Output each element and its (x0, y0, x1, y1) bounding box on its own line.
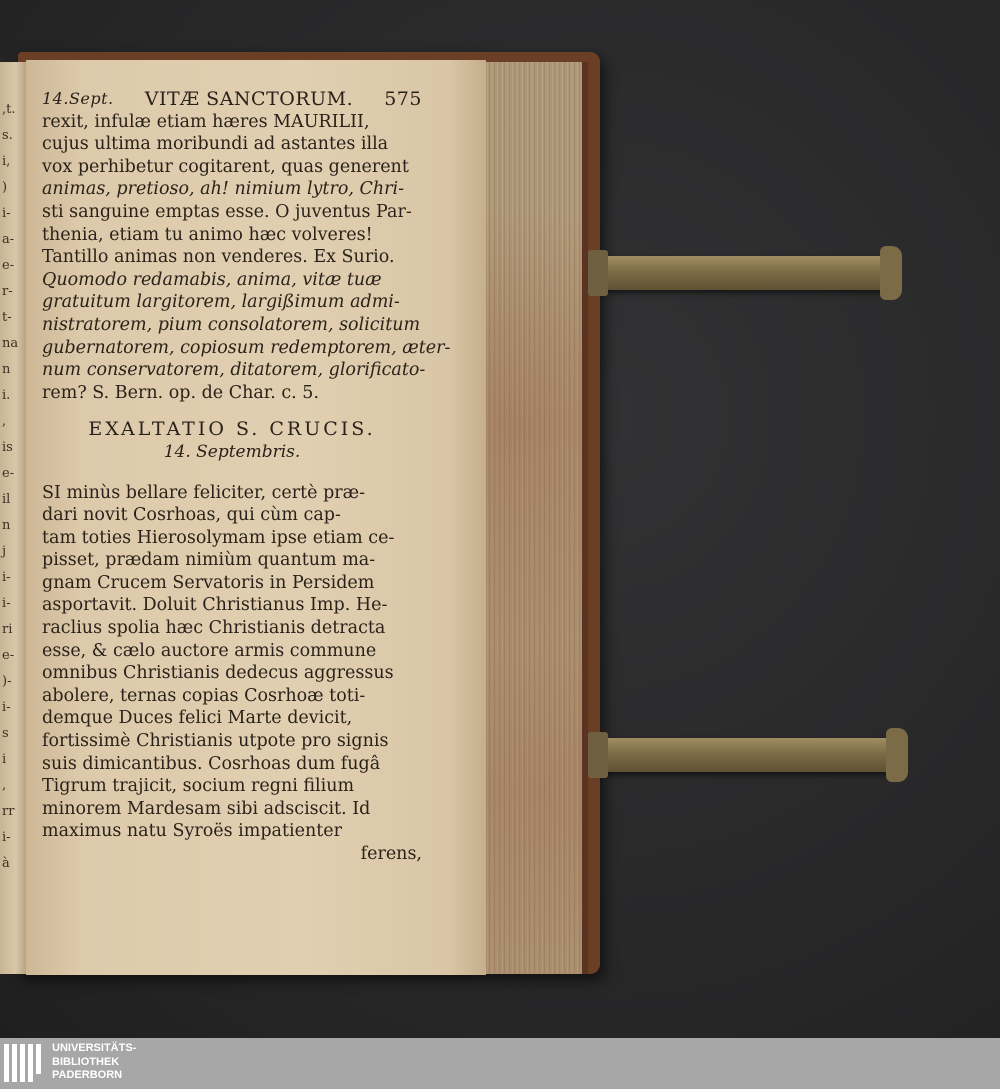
text-line: suis dimicantibus. Cosrhoas dum fugâ (42, 753, 381, 774)
text-line: asportavit. Doluit Christianus Imp. He- (42, 595, 388, 616)
sliver-fragment: is (2, 440, 13, 455)
text-line: SI minùs bellare feliciter, certè præ- (42, 482, 365, 503)
sliver-fragment: ) (2, 180, 8, 195)
sliver-fragment: a- (2, 232, 15, 247)
text-line: dari novit Cosrhoas, qui cùm cap- (42, 505, 341, 526)
body-paragraph (42, 482, 422, 866)
running-header (42, 88, 422, 111)
sliver-fragment: n (2, 518, 11, 533)
sliver-fragment: j (2, 544, 7, 559)
sliver-fragment: i (2, 752, 7, 767)
text-line: cujus ultima moribundi ad astantes illa (42, 134, 389, 155)
text-line: gubernatorem, copiosum redemptorem, æter- (42, 337, 451, 358)
text-line: sti sanguine emptas esse. O juventus Par- (42, 201, 412, 222)
text-line: maximus natu Syroës impatienter (42, 821, 342, 842)
sliver-fragment: i- (2, 570, 11, 585)
text-line: num conservatorem, ditatorem, glorificato- (42, 360, 426, 381)
text-line: Tigrum trajicit, socium regni filium (42, 776, 355, 797)
sliver-fragment: s. (2, 128, 13, 143)
text-line: esse, & cælo auctore armis commune (42, 640, 377, 661)
sliver-fragment: i- (2, 830, 11, 845)
footer-bar (0, 1038, 1000, 1089)
text-line: abolere, ternas copias Cosrhoæ toti- (42, 685, 366, 706)
logo-line: BIBLIOTHEK (52, 1055, 120, 1068)
header-date: 14.Sept. (42, 89, 114, 108)
sliver-fragment: na (2, 336, 19, 351)
sliver-fragment: , (2, 778, 7, 793)
sliver-fragment: ,t. (2, 102, 16, 117)
text-line: Quomodo redamabis, anima, vitæ tuæ (42, 269, 382, 290)
sliver-fragment: à (2, 856, 10, 871)
left-page-edge (0, 62, 27, 974)
text-line: fortissimè Christianis utpote pro signis (42, 731, 389, 752)
sliver-fragment: r- (2, 284, 13, 299)
text-line: gnam Crucem Servatoris in Persidem (42, 572, 375, 593)
text-line: animas, pretioso, ah! nimium lytro, Chri- (42, 179, 405, 200)
sliver-fragment: i. (2, 388, 11, 403)
sliver-fragment: )- (2, 674, 12, 689)
text-line: tam toties Hierosolymam ipse etiam ce- (42, 527, 395, 548)
sliver-fragment: e- (2, 466, 15, 481)
logo-line: UNIVERSITÄTS- (52, 1042, 137, 1054)
library-logo-text (52, 1042, 136, 1083)
logo-line: PADERBORN (52, 1069, 123, 1081)
catchword: ferens, (360, 844, 422, 864)
sliver-fragment: e- (2, 648, 15, 663)
sliver-fragment: i- (2, 596, 11, 611)
section-date: 14. Septembris. (163, 441, 301, 462)
library-logo-icon (4, 1044, 46, 1084)
sliver-fragment: , (2, 414, 7, 429)
text-line: thenia, etiam tu animo hæc volveres! (42, 224, 373, 245)
sliver-fragment: i, (2, 154, 11, 169)
text-line: omnibus Christianis dedecus aggressus (42, 663, 394, 684)
sliver-fragment: i- (2, 206, 11, 221)
text-line: demque Duces felici Marte devicit, (42, 708, 353, 729)
sliver-fragment: e- (2, 258, 15, 273)
page-fore-edge (486, 62, 588, 974)
text-line: rexit, infulæ etiam hæres MAURILII, (42, 111, 370, 132)
sliver-fragment: s (2, 726, 9, 741)
text-line: nistratorem, pium consolatorem, solicitum (42, 314, 421, 335)
text-line: rem? S. Bern. op. de Char. c. 5. (42, 382, 320, 403)
header-title: VITÆ SANCTORUM. (144, 88, 354, 110)
sliver-fragment: i- (2, 700, 11, 715)
upper-clasp (596, 256, 896, 290)
text-line: raclius spolia hæc Christianis detracta (42, 618, 386, 639)
text-line: minorem Mardesam sibi adsciscit. Id (42, 798, 371, 819)
sliver-fragment: il (2, 492, 11, 507)
top-paragraph (42, 111, 451, 405)
text-line: gratuitum largitorem, largißimum admi- (42, 292, 400, 313)
page-text (42, 88, 451, 866)
page-number: 575 (384, 88, 422, 110)
sliver-fragment: n (2, 362, 11, 377)
sliver-fragment: t- (2, 310, 12, 325)
text-line: pisset, prædam nimiùm quantum ma- (42, 550, 376, 571)
lower-clasp (596, 738, 902, 772)
sliver-fragment: ri (2, 622, 13, 637)
text-line: vox perhibetur cogitarent, quas generent (42, 156, 409, 177)
sliver-fragment: rr (2, 804, 15, 819)
text-line: Tantillo animas non venderes. Ex Surio. (42, 247, 395, 268)
section-title: EXALTATIO S. CRUCIS. (88, 418, 376, 441)
